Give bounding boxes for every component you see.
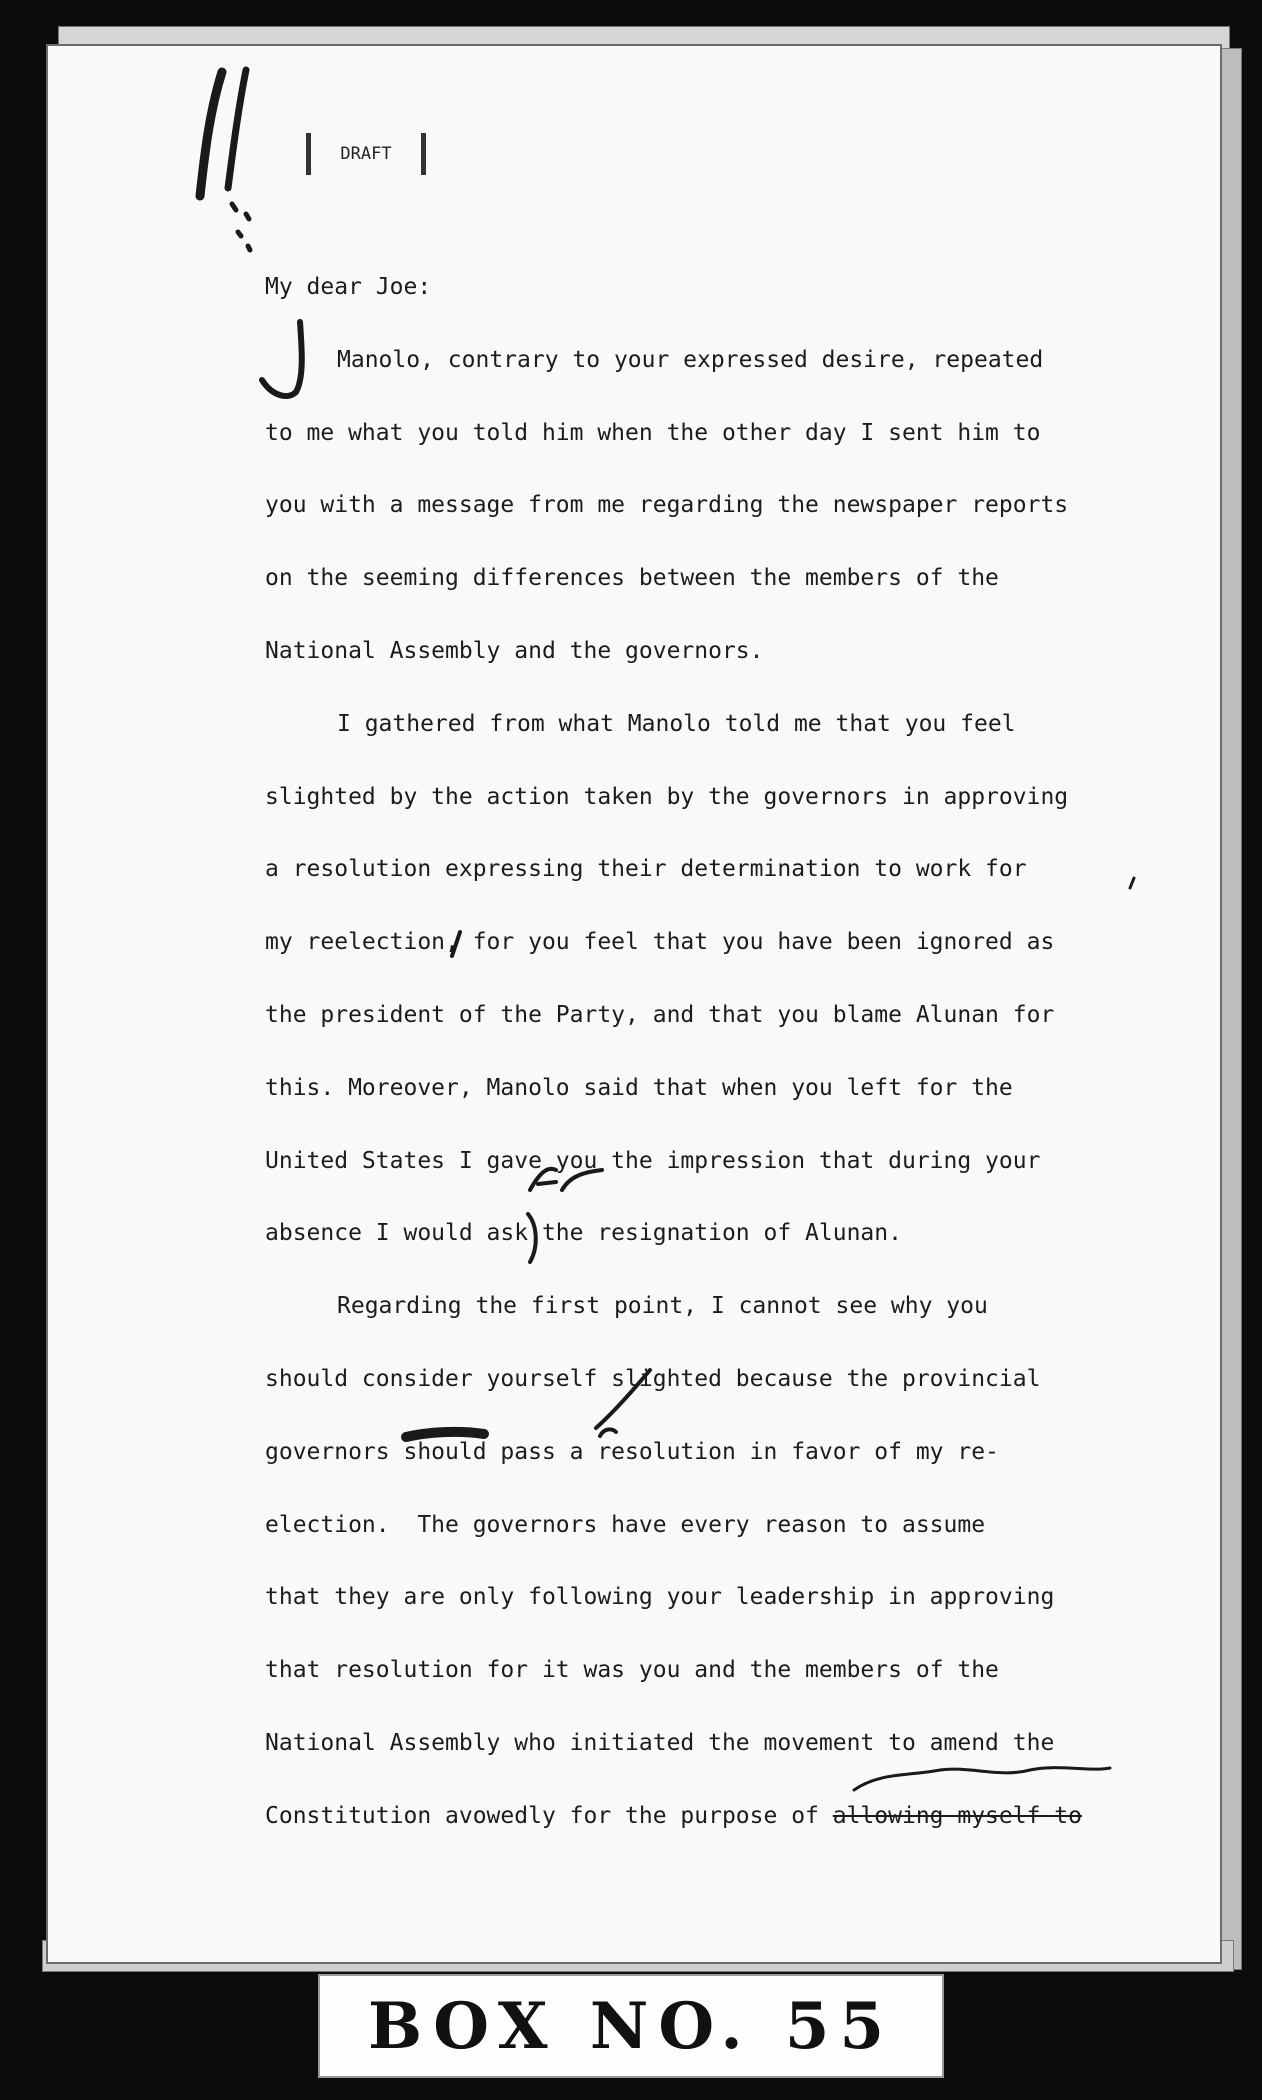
letter-line-21-text: Constitution avowedly for the purpose of (265, 1802, 833, 1829)
letter-body (265, 251, 1125, 1853)
letter-line-8: a resolution expressing their determination to work for (265, 856, 1027, 883)
draft-stamp-label: DRAFT (340, 144, 392, 164)
letter-line-3: you with a message from me regarding the newspaper reports (265, 492, 1069, 519)
letter-line-14: Regarding the first point, I cannot see why you (337, 1293, 988, 1320)
letter-line-9: my reelection, for you feel that you have been ignored as (265, 929, 1055, 956)
letter-line-7: slighted by the action taken by the governors in approving (265, 783, 1069, 810)
box-number-label (318, 1974, 944, 2078)
struck-through-phrase: allowing myself to (832, 1802, 1082, 1829)
letter-line-6: I gathered from what Manolo told me that you feel (337, 710, 1016, 737)
salutation: My dear Joe: (265, 274, 432, 300)
letter-line-13: absence I would ask the resignation of Alunan. (265, 1220, 902, 1247)
letter-line-11: this. Moreover, Manolo said that when you left for the (265, 1074, 1013, 1101)
letter-line-19: that resolution for it was you and the members of the (265, 1657, 999, 1684)
letter-line-10: the president of the Party, and that you blame Alunan for (265, 1001, 1055, 1028)
letter-line-17: election. The governors have every reason to assume (265, 1511, 986, 1538)
letter-line-15: should consider yourself slighted because the provincial (265, 1365, 1041, 1392)
letter-line-20: National Assembly who initiated the movement to amend the (265, 1729, 1055, 1756)
letter-line-21 (265, 1780, 1125, 1853)
letter-line-1: Manolo, contrary to your expressed desire, repeated (337, 346, 1044, 373)
box-number-text: BOX NO. 55 (368, 1988, 894, 2064)
letter-line-5: National Assembly and the governors. (265, 637, 764, 664)
letter-line-4: on the seeming differences between the members of the (265, 565, 999, 592)
draft-stamp (306, 133, 426, 175)
letter-line-12: United States I gave you the impression that during your (265, 1147, 1041, 1174)
letter-line-2: to me what you told him when the other day I sent him to (265, 419, 1041, 446)
letter-line-18: that they are only following your leadership in approving (265, 1584, 1055, 1611)
letter-line-16: governors should pass a resolution in favor of my re- (265, 1438, 999, 1465)
